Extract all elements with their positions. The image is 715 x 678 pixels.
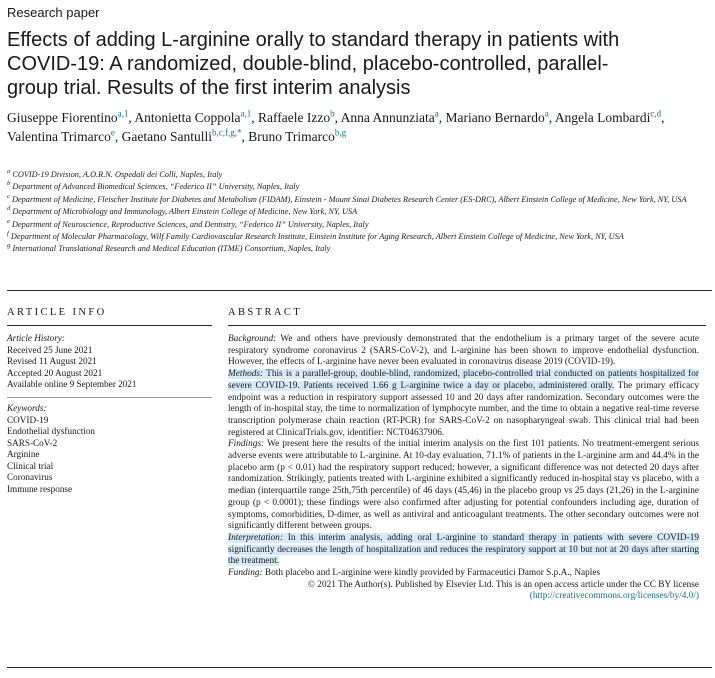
affiliation-marker: f <box>7 230 9 238</box>
author-name[interactable]: Anna Annunziata <box>340 110 435 125</box>
affiliation-marker: b <box>7 180 11 188</box>
author-list: Giuseppe Fiorentino$^{a,1}$, Antonietta Coppola$^{a,1}$, Raffaele Izzo$^b$, Anna Annunziata$^a$, Mariano Bernardo$^a$, Angela Lombardi$^{c,d}$, Valentina Trimarco$^e$, Gaetano Santulli$^{b,c,f,g,*}$, Bruno Trimarco$^{b,g}$ <box>7 108 665 144</box>
author-affiliation-marker[interactable]: a,1 <box>240 108 252 119</box>
keyword-item: SARS-CoV-2 <box>7 437 58 448</box>
author-affiliation-marker[interactable]: c,d <box>650 108 662 119</box>
affiliation-text: Department of Microbiology and Immunology, Albert Einstein College of Medicine, New York, NY, USA <box>12 207 358 217</box>
affiliation-text: COVID-19 Division, A.O.R.N. Ospedali dei Colli, Naples, Italy <box>12 170 223 179</box>
author-name[interactable]: Giuseppe Fiorentino <box>7 110 118 125</box>
affiliation-list <box>7 169 712 256</box>
affiliation-marker: c <box>7 193 10 201</box>
keyword-item: Arginine <box>7 449 40 459</box>
abstract-interpretation: Interpretation: In this interim analysis, adding oral L-arginine to standard therapy in patients with severe COVID-19 significantly decreases the length of hospitalization and reduces the respiratory support at 10 but not at 20 days after starting the treatment. <box>228 532 699 567</box>
author-affiliation-marker[interactable]: b <box>330 108 335 119</box>
affiliation-text: Department of Neuroscience, Reproductive Sciences, and Dentistry, “Federico II” University, Naples, Italy <box>11 219 369 229</box>
author-affiliation-marker[interactable]: a <box>434 108 439 119</box>
affiliation-marker: g <box>7 242 11 250</box>
license-statement: © 2021 The Author(s). Published by Elsevier Ltd. This is an open access article under the CC BY license (http://creativecommons.org/licenses/by/4.0/) <box>307 579 699 602</box>
history-date: Available online 9 September 2021 <box>7 379 137 389</box>
author-affiliation-marker[interactable]: e <box>110 127 115 138</box>
affiliation-item <box>7 219 712 231</box>
affiliation-marker: a <box>7 168 11 176</box>
abstract-rule <box>228 325 706 326</box>
paper-type-label: Research paper <box>7 5 100 20</box>
article-info-rule <box>7 325 212 326</box>
affiliation-text: Department of Advanced Biomedical Sciences, “Federico II” University, Naples, Italy <box>12 182 300 192</box>
keywords-label: Keywords: <box>7 403 47 413</box>
affiliation-marker: e <box>7 217 10 225</box>
affiliation-item <box>7 206 712 218</box>
history-date: Accepted 20 August 2021 <box>7 367 103 378</box>
abstract-funding: Funding: Both placebo and L-arginine were kindly provided by Farmaceutici Damor S.p.A., Naples <box>228 568 601 579</box>
author-affiliation-marker[interactable]: a,1 <box>117 108 129 119</box>
keyword-list <box>7 403 212 495</box>
footer-divider <box>7 667 712 668</box>
abstract-findings: Findings: We present here the results of the initial interim analysis on the first 101 patients. No treatment-emergent serious adverse events were attributable to L-arginine. At 10-day evaluation, 71.1% of patients in the L-arginine arm and 44.4% in the placebo arm (p < 0.01) had the respiratory support reduced; however, a significant difference was not detected 20 days after randomization. Strikingly, patients treated with L-arginine exhibited a significantly reduced in-hospital stay vs placebo, with a median (interquartile range 25th,75th percentile) of 46 days (45,46) in the placebo group vs 25 days (21,26) in the L-arginine group (p < 0.0001); these findings were also confirmed after adjusting for potential confounders including age, duration of symptoms, comorbidities, D-dimer, as well as antiviral and anticoagulant treatments. The other secondary outcomes were not significantly different between groups. <box>228 439 699 532</box>
affiliation-item <box>7 243 712 255</box>
header-divider <box>7 290 712 291</box>
history-date: Received 25 June 2021 <box>7 344 93 355</box>
author-affiliation-marker[interactable]: b,c,f,g,* <box>211 127 242 138</box>
keyword-item: Clinical trial <box>7 460 54 471</box>
history-date: Revised 11 August 2021 <box>7 356 97 366</box>
author-name[interactable]: Bruno Trimarco <box>248 129 335 144</box>
history-label: Article History: <box>7 333 65 343</box>
affiliation-item <box>7 194 712 206</box>
author-name[interactable]: Antonietta Coppola <box>134 110 241 125</box>
keyword-item: Endothelial dysfunction <box>7 426 96 436</box>
author-name[interactable]: Gaetano Santulli <box>121 129 212 144</box>
author-affiliation-marker[interactable]: a <box>544 108 549 119</box>
abstract-methods: Methods: This is a parallel-group, double-blind, randomized, placebo-controlled trial conducted on patients hospitalized for severe COVID-19. Patients received 1.66 g L-arginine twice a day or placebo, administered orally. The primary efficacy endpoint was a reduction in respiratory support assessed 10 and 20 days after randomization. Secondary outcomes were the length of in-hospital stay, the time to normalization of lymphocyte number, and the time to obtain a negative real-time reverse transcription polymerase chain reaction (RT-PCR) for SARS-CoV-2 on nasopharyngeal swab. This clinical trial had been registered at ClinicalTrials.gov, identifier: NCT04637906. <box>228 369 699 438</box>
article-history <box>7 333 212 391</box>
keyword-item: Immune response <box>7 483 73 494</box>
author-name[interactable]: Mariano Bernardo <box>445 110 545 125</box>
affiliation-text: Department of Molecular Pharmacology, Wilf Family Cardiovascular Research Institute, Einstein Institute for Aging Research, Albert Einstein College of Medicine, New York, NY, USA <box>10 232 624 242</box>
history-divider <box>7 397 212 398</box>
affiliation-item <box>7 231 712 243</box>
affiliation-item <box>7 181 712 193</box>
affiliation-text: Department of Medicine, Fleischer Institute for Diabetes and Metabolism (FIDAM), Einstein - Mount Sinai Diabetes Research Center (ES-DRC), Albert Einstein College of Medicine, New York, NY, USA <box>11 194 687 204</box>
affiliation-item <box>7 169 712 181</box>
author-name[interactable]: Angela Lombardi <box>554 110 651 125</box>
keyword-item: COVID-19 <box>7 414 49 425</box>
license-link[interactable]: (http://creativecommons.org/licenses/by/4.0/) <box>529 591 699 602</box>
article-title: Effects of adding L-arginine orally to standard therapy in patients with COVID-19: A randomized, double-blind, placebo-controlled, parallel-group trial. Results of the first interim analysis <box>7 29 620 99</box>
keyword-item: Coronavirus <box>7 472 53 482</box>
abstract-body <box>228 334 699 603</box>
author-name[interactable]: Raffaele Izzo <box>258 110 331 125</box>
author-name[interactable]: Valentina Trimarco <box>7 129 111 144</box>
affiliation-text: International Translational Research and Medical Education (ITME) Consortium, Naples, Italy <box>12 244 331 254</box>
abstract-background: Background: We and others have previously demonstrated that the endothelium is a primary target of the severe acute respiratory syndrome coronavirus 2 (SARS-CoV-2), and L-arginine has been shown to improve endothelial dysfunction. However, the effects of L-arginine have never been evaluated in coronavirus disease 2019 (COVID-19). <box>228 334 699 368</box>
author-affiliation-marker[interactable]: b,g <box>334 127 347 138</box>
affiliation-marker: d <box>7 205 11 213</box>
article-info-heading: ARTICLE INFO <box>7 307 107 318</box>
abstract-heading: ABSTRACT <box>228 307 303 318</box>
